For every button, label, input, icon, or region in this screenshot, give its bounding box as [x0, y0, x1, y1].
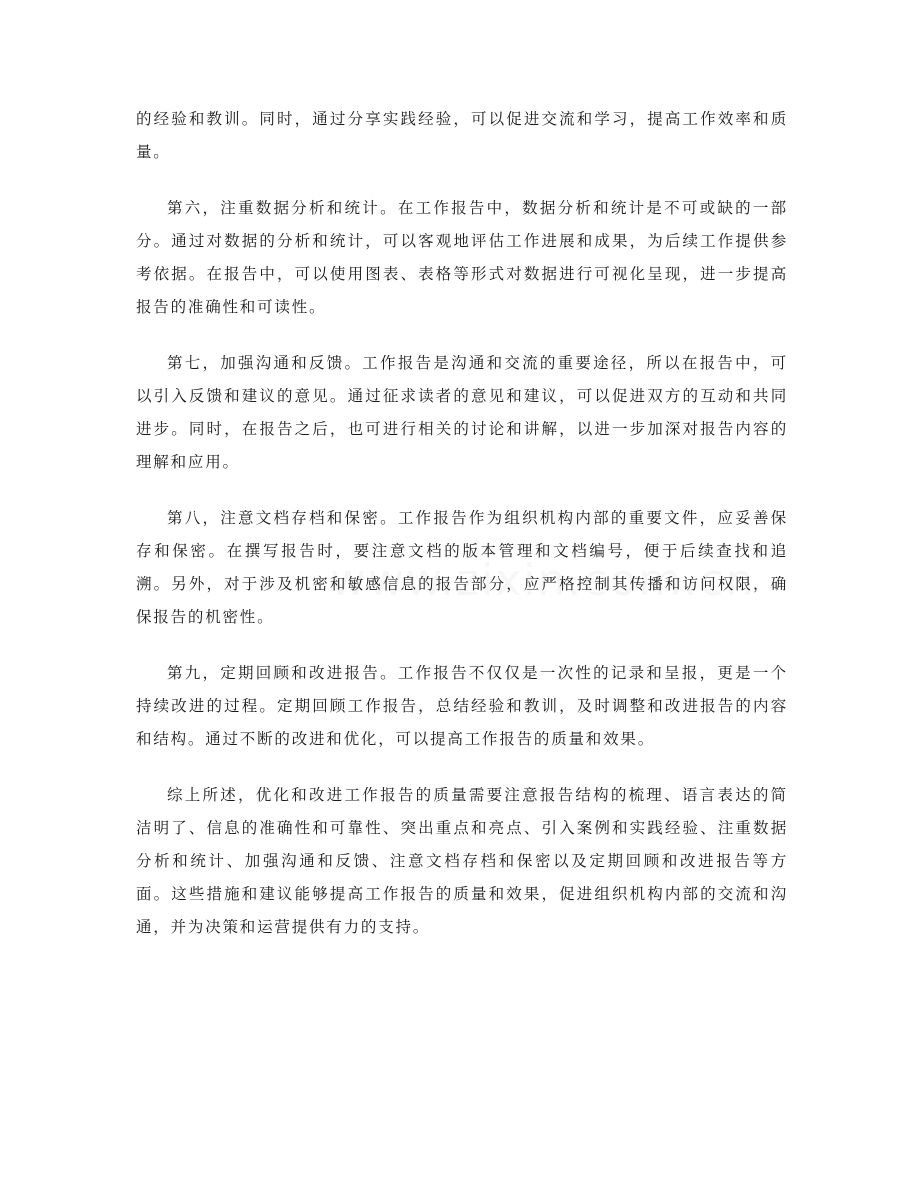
paragraph-sixth-point: 第六，注重数据分析和统计。在工作报告中，数据分析和统计是不可或缺的一部分。通过对数据的分析和统计，可以客观地评估工作进展和成果，为后续工作提供参考依据。在报告中，可以使用图表、表格等形式对数据进行可视化呈现，进一步提高报告的准确性和可读性。 [136, 199, 788, 316]
document-body [136, 103, 788, 967]
paragraph-seventh-point: 第七，加强沟通和反馈。工作报告是沟通和交流的重要途径，所以在报告中，可以引入反馈和建议的意见。通过征求读者的意见和建议，可以促进双方的互动和共同进步。同时，在报告之后，也可进行相关的讨论和讲解，以进一步加深对报告内容的理解和应用。 [136, 354, 788, 471]
paragraph-conclusion: 综上所述，优化和改进工作报告的质量需要注意报告结构的梳理、语言表达的简洁明了、信息的准确性和可靠性、突出重点和亮点、引入案例和实践经验、注重数据分析和统计、加强沟通和反馈、注意文档存档和保密以及定期回顾和改进报告等方面。这些措施和建议能够提高工作报告的质量和效果，促进组织机构内部的交流和沟通，并为决策和运营提供有力的支持。 [136, 786, 788, 936]
paragraph-eighth-point: 第八，注意文档存档和保密。工作报告作为组织机构内部的重要文件，应妥善保存和保密。在撰写报告时，要注意文档的版本管理和文档编号，便于后续查找和追溯。另外，对于涉及机密和敏感信息的报告部分，应严格控制其传播和访问权限，确保报告的机密性。 [136, 509, 788, 626]
paragraph-ninth-point: 第九，定期回顾和改进报告。工作报告不仅仅是一次性的记录和呈报，更是一个持续改进的过程。定期回顾工作报告，总结经验和教训，及时调整和改进报告的内容和结构。通过不断的改进和优化，可以提高工作报告的质量和效果。 [136, 664, 788, 748]
paragraph-continuation: 的经验和教训。同时，通过分享实践经验，可以促进交流和学习，提高工作效率和质量。 [136, 110, 788, 161]
